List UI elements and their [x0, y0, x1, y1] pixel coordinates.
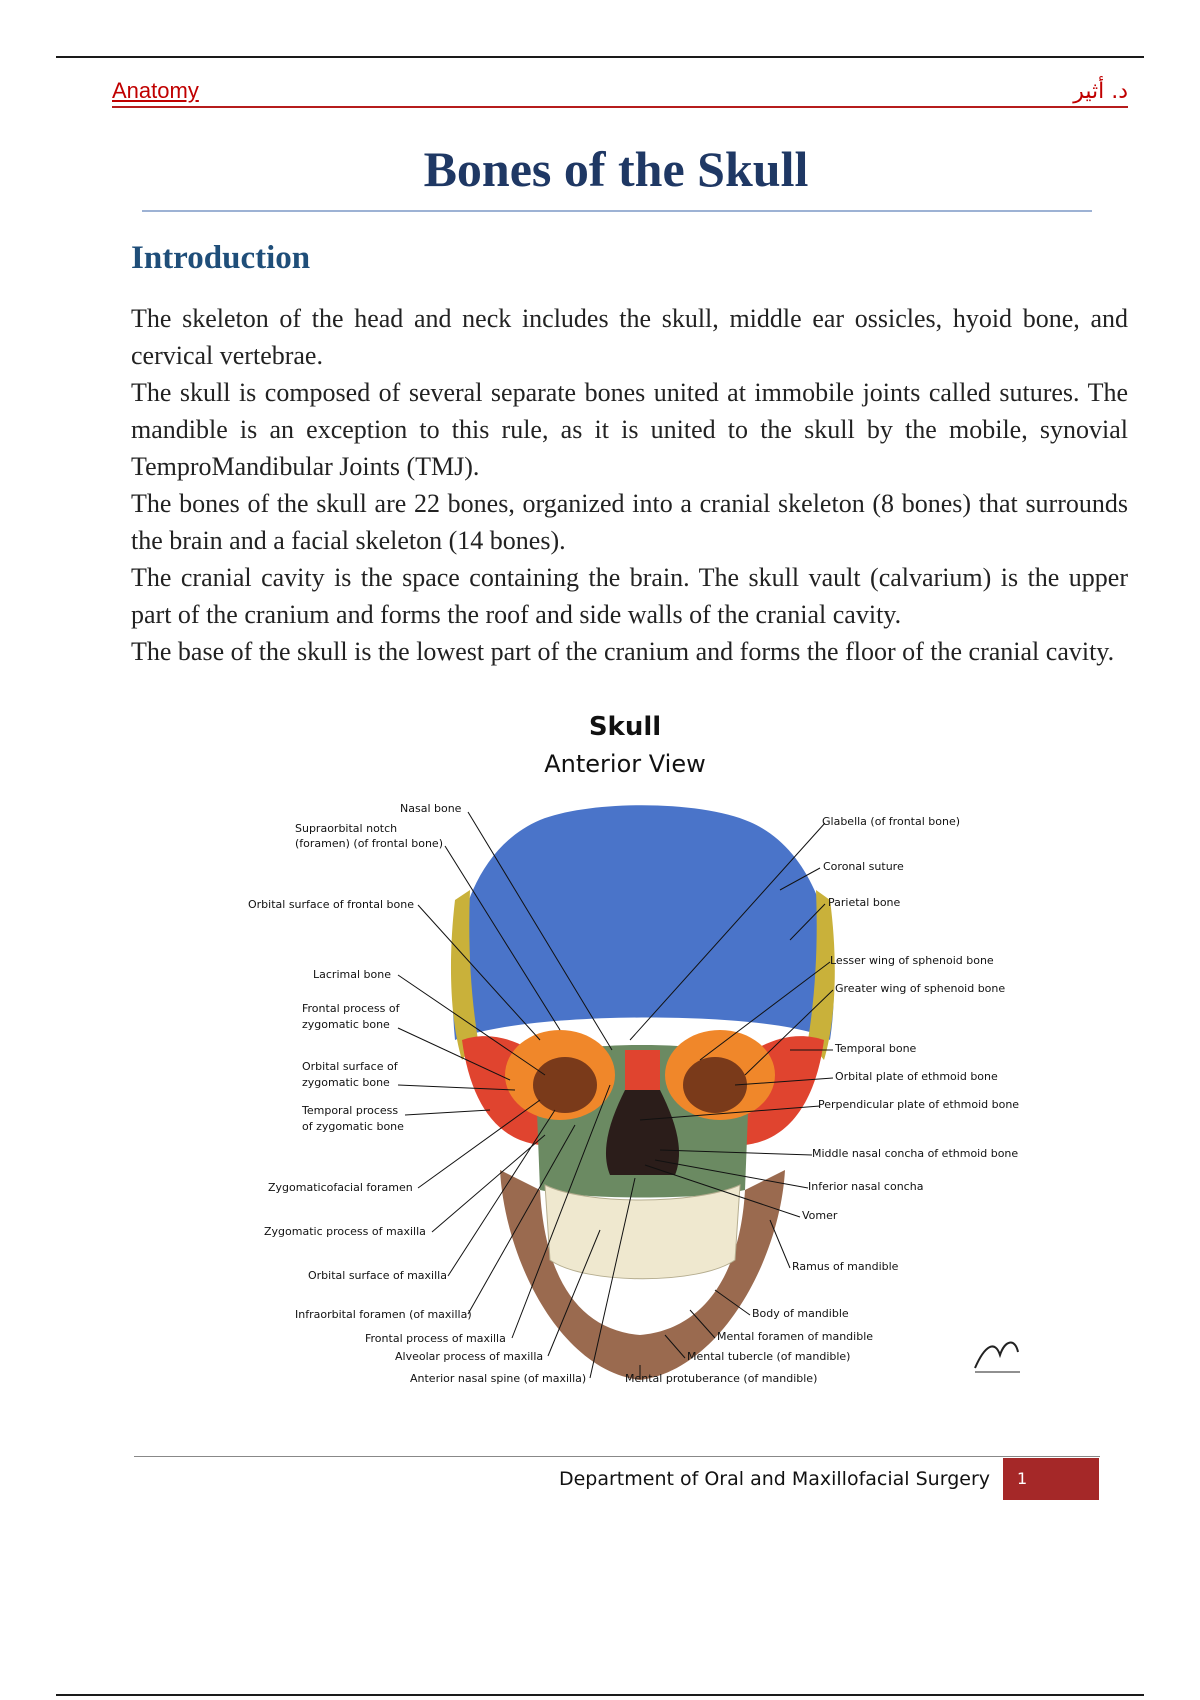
label-zygomatic-process-maxilla: Zygomatic process of maxilla	[264, 1225, 426, 1238]
label-alveolar-process-maxilla: Alveolar process of maxilla	[395, 1350, 544, 1363]
label-mental-tubercle: Mental tubercle (of mandible)	[687, 1350, 851, 1363]
nasal-bone	[625, 1050, 660, 1090]
label-zygomaticofacial-foramen: Zygomaticofacial foramen	[268, 1181, 413, 1194]
label-nasal-bone: Nasal bone	[400, 802, 462, 815]
label-temporal-process-zygomatic: Temporal process	[302, 1104, 399, 1117]
label-temporal-process-zygomatic-2: of zygomatic bone	[302, 1120, 404, 1133]
header-author: د. أثير	[1073, 79, 1128, 104]
label-supraorbital-notch: Supraorbital notch	[295, 822, 398, 835]
label-orbital-plate-ethmoid: Orbital plate of ethmoid bone	[835, 1070, 998, 1083]
label-mental-foramen: Mental foramen of mandible	[717, 1330, 874, 1343]
label-inferior-nasal-concha: Inferior nasal concha	[808, 1180, 924, 1193]
label-orbital-surface-zygomatic-2: zygomatic bone	[302, 1076, 390, 1089]
paragraph: The skull is composed of several separate bones united at immobile joints called sutures. The mandible is an exception to this rule, as it is united to the skull by the mobile, synovial TemproMandibular Joints (TMJ).	[131, 378, 1128, 481]
running-header	[112, 74, 1128, 108]
label-coronal-suture: Coronal suture	[823, 860, 904, 873]
title-underline	[142, 210, 1092, 212]
label-orbital-surface-frontal: Orbital surface of frontal bone	[248, 898, 414, 911]
label-frontal-process-zygomatic: Frontal process of	[302, 1002, 400, 1015]
label-anterior-nasal-spine: Anterior nasal spine (of maxilla)	[410, 1372, 587, 1385]
label-frontal-process-zygomatic-2: zygomatic bone	[302, 1018, 390, 1031]
label-temporal-bone: Temporal bone	[835, 1042, 917, 1055]
footer-rule	[134, 1456, 1100, 1457]
label-infraorbital-foramen: Infraorbital foramen (of maxilla)	[295, 1308, 472, 1321]
page-number-badge: 1	[1003, 1458, 1099, 1500]
figure-subtitle: Anterior View	[544, 750, 706, 778]
paragraph: The skeleton of the head and neck includes the skull, middle ear ossicles, hyoid bone, and cervical vertebrae.	[131, 304, 1128, 370]
frontal-bone	[453, 805, 834, 1040]
label-glabella: Glabella (of frontal bone)	[822, 815, 961, 828]
figure-title: Skull	[588, 712, 662, 742]
bottom-page-rule	[56, 1694, 1144, 1696]
label-lesser-wing-sphenoid: Lesser wing of sphenoid bone	[830, 954, 994, 967]
label-parietal-bone: Parietal bone	[828, 896, 901, 909]
label-middle-nasal-concha: Middle nasal concha of ethmoid bone	[812, 1147, 1019, 1160]
skull-illustration	[0, 790, 1200, 1410]
label-vomer: Vomer	[802, 1209, 838, 1222]
artist-signature	[975, 1343, 1020, 1372]
label-frontal-process-maxilla: Frontal process of maxilla	[365, 1332, 506, 1345]
paragraph: The base of the skull is the lowest part of the cranium and forms the floor of the cranial cavity.	[131, 637, 1115, 666]
label-orbital-surface-zygomatic: Orbital surface of	[302, 1060, 398, 1073]
footer-department: Department of Oral and Maxillofacial Surgery	[558, 1468, 990, 1490]
page-title: Bones of the Skull	[423, 141, 809, 197]
label-lacrimal-bone: Lacrimal bone	[313, 968, 391, 981]
label-orbital-surface-maxilla: Orbital surface of maxilla	[308, 1269, 447, 1282]
label-mental-protuberance: Mental protuberance (of mandible)	[625, 1372, 818, 1385]
top-page-rule	[56, 56, 1144, 58]
label-supraorbital-notch-2: (foramen) (of frontal bone)	[295, 837, 443, 850]
label-perpendicular-plate-ethmoid: Perpendicular plate of ethmoid bone	[818, 1098, 1020, 1111]
label-greater-wing-sphenoid: Greater wing of sphenoid bone	[835, 982, 1006, 995]
body-text	[131, 300, 1128, 670]
label-body-mandible: Body of mandible	[752, 1307, 849, 1320]
section-heading: Introduction	[131, 240, 311, 276]
teeth	[545, 1185, 740, 1279]
header-subject: Anatomy	[112, 78, 199, 103]
orbit-left-cavity	[533, 1057, 597, 1113]
paragraph: The cranial cavity is the space containing the brain. The skull vault (calvarium) is the upper part of the cranium and forms the roof and side walls of the cranial cavity.	[131, 563, 1128, 629]
paragraph: The bones of the skull are 22 bones, organized into a cranial skeleton (8 bones) that surrounds the brain and a facial skeleton (14 bones).	[131, 489, 1128, 555]
label-ramus-mandible: Ramus of mandible	[792, 1260, 899, 1273]
